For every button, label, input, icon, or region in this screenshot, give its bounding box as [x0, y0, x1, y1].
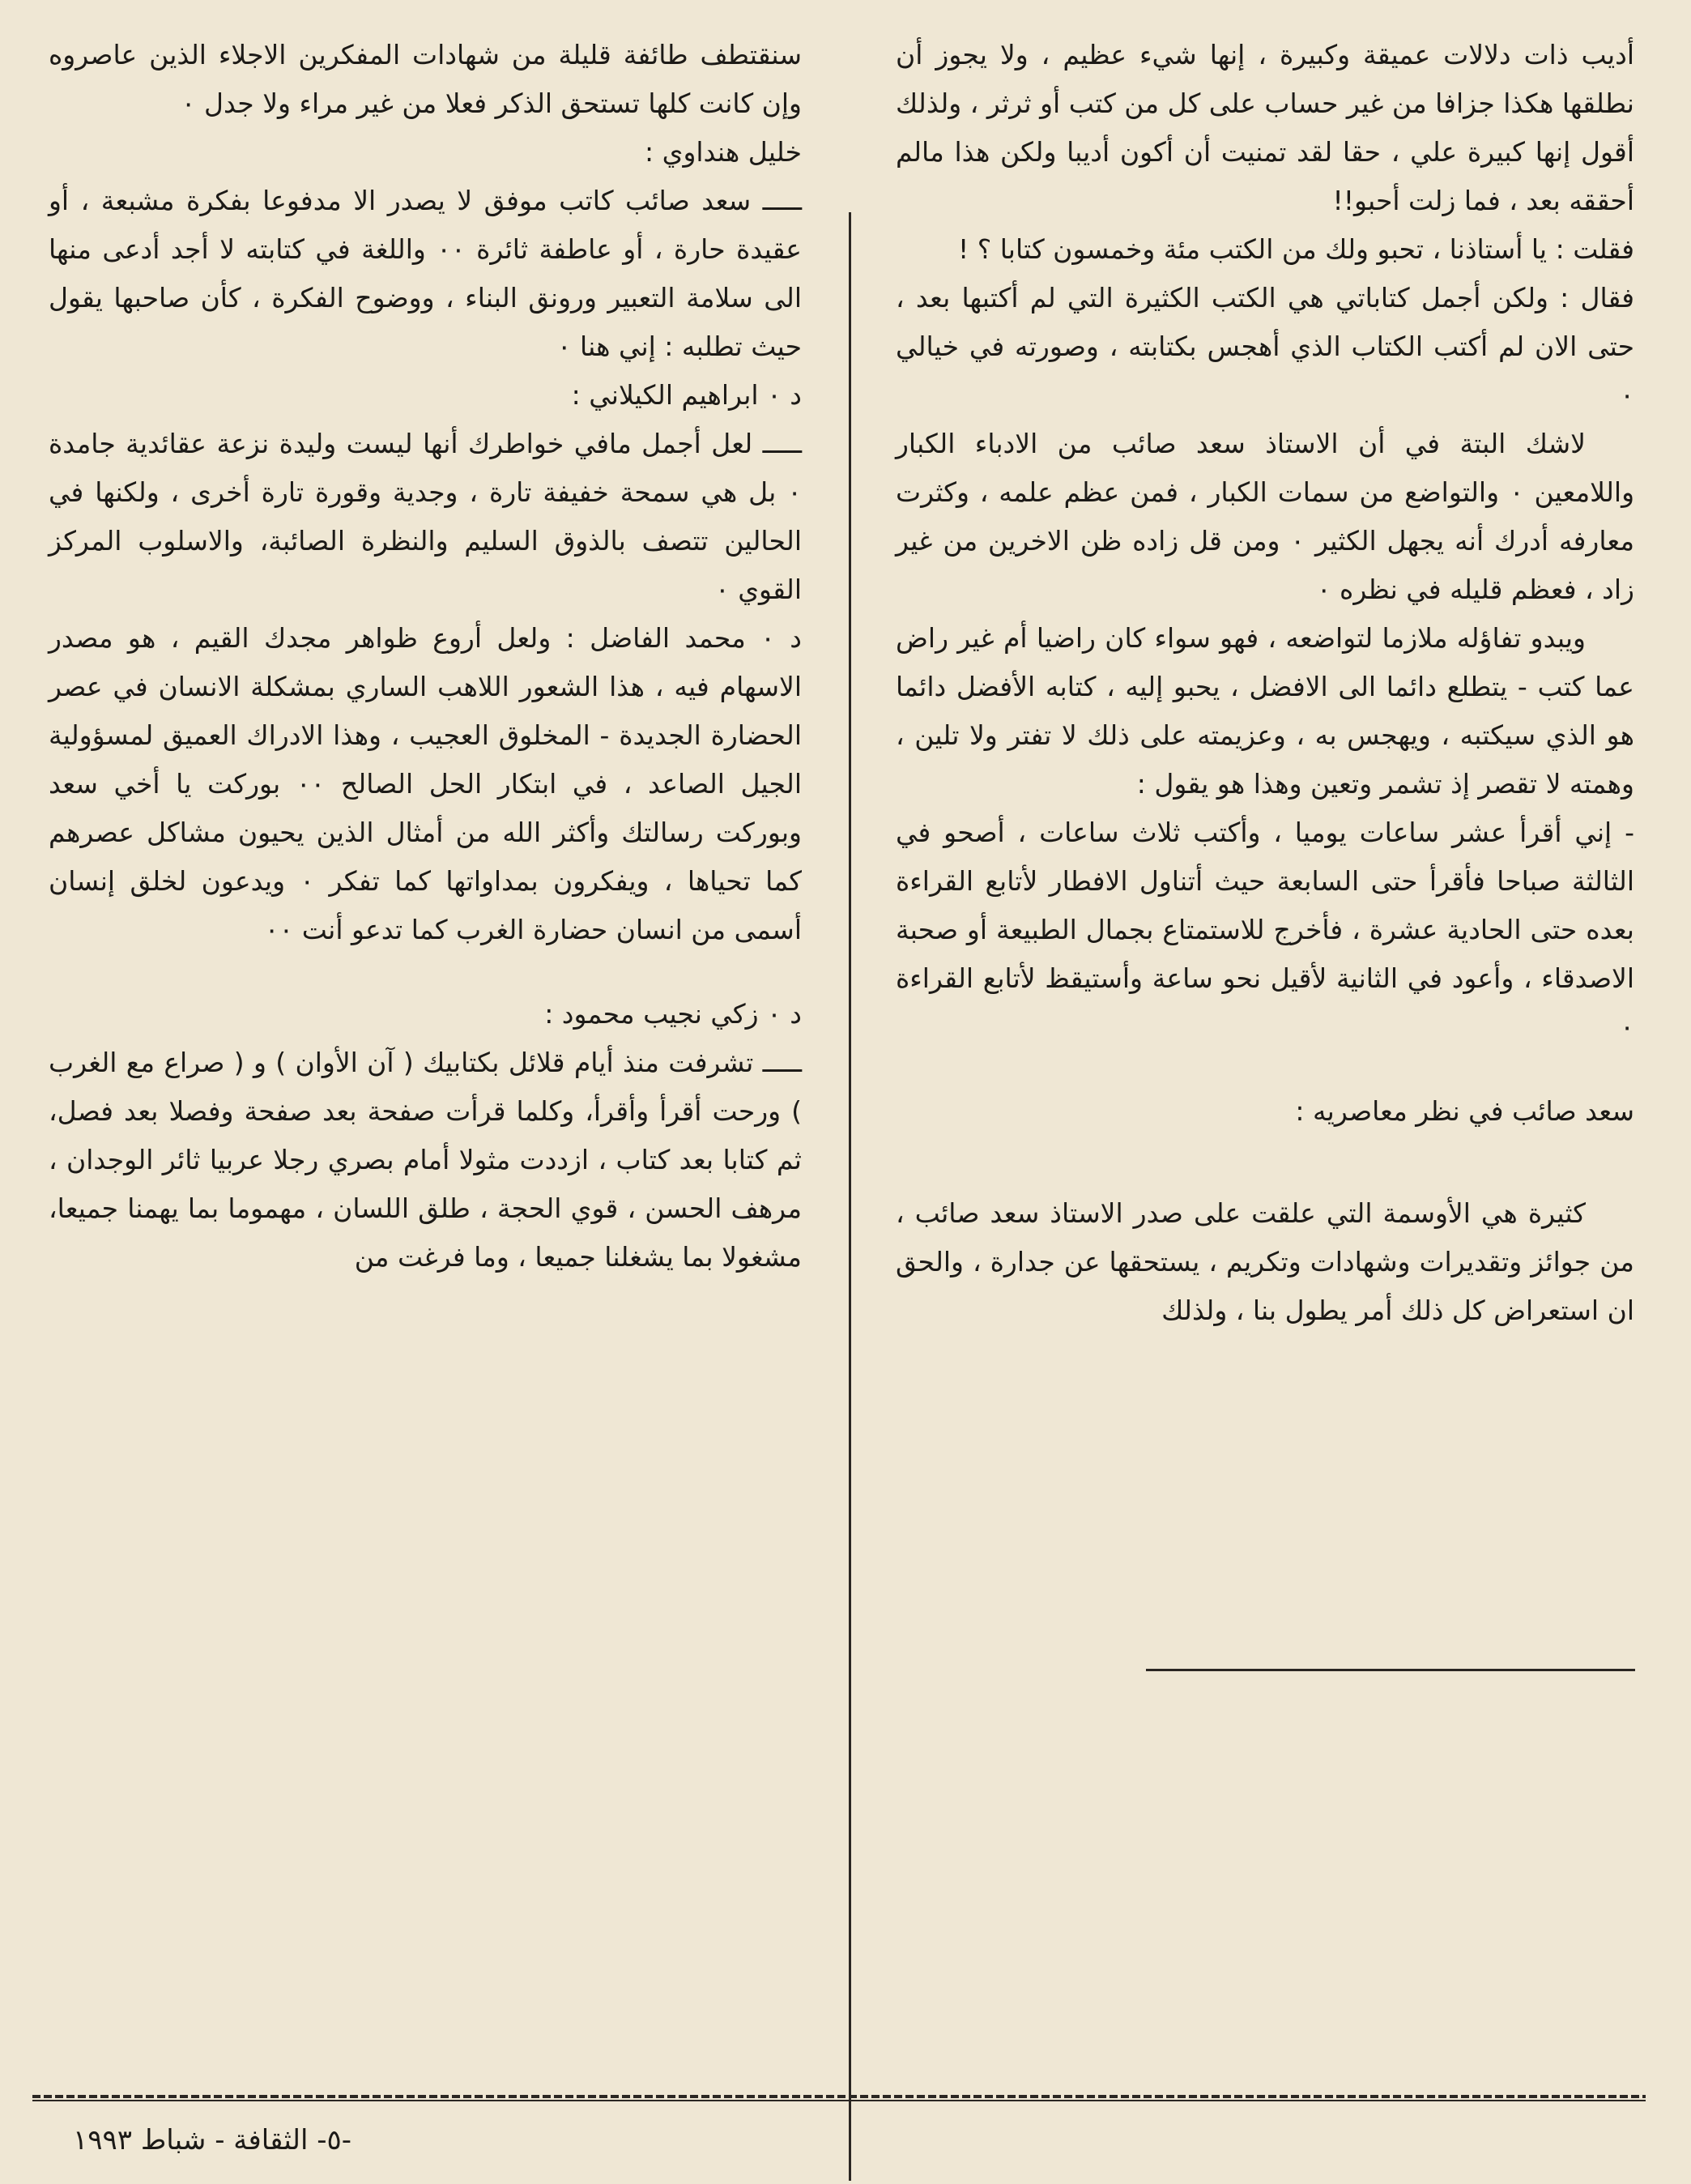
section-rule: [1146, 1669, 1635, 1671]
paragraph: أديب ذات دلالات عميقة وكبيرة ، إنها شيء عظيم ، ولا يجوز أن نطلقها هكذا جزافا من غير حساب على كل من كتب أو ثرثر ، ولذلك أقول إنها كبيرة علي ، حقا لقد تمنيت أن أكون أديبا ولكن هذا مالم أحققه بعد ، فما زلت أحبو!!: [896, 39, 1634, 216]
quote: ـــــ سعد صائب كاتب موفق لا يصدر الا مدفوعا بفكرة مشبعة ، أو عقيدة حارة ، أو عاطفة ثائرة ٠٠ واللغة في كتابته لا أجد أدعى منها الى سلامة التعبير ورونق البناء ، ووضوح الفكرة ، كأن صاحبها يقول حيث تطلبه : إني هنا ٠: [49, 185, 802, 362]
paragraph: لاشك البتة في أن الاستاذ سعد صائب من الادباء الكبار واللامعين ٠ والتواضع من سمات الكبار ، فمن عظم علمه ، وكثرت معارفه أدرك أنه يجهل الكثير ٠ ومن قل زاده ظن الاخرين من غير زاد ، فعظم قليله في نظره ٠: [896, 428, 1634, 605]
footer-rule: [32, 2095, 1646, 2098]
author-heading: د ٠ زكي نجيب محمود :: [544, 998, 802, 1030]
quote: د ٠ محمد الفاضل : ولعل أروع ظواهر مجدك القيم ، هو مصدر الاسهام فيه ، هذا الشعور اللاهب الساري بمشكلة الانسان في عصر الحضارة الجديدة - المخلوق العجيب ، وهذا الادراك العميق لمسؤولية الجيل الصاعد ، في ابتكار الحل الصالح ٠٠ بوركت يا أخي سعد وبوركت رسالتك وأكثر الله من أمثال الذين يحيون مشاكل عصرهم كما تحياها ، ويفكرون بمداواتها كما تفكر ٠ ويدعون لخلق إنسان أسمى من انسان حضارة الغرب كما تدعو أنت ٠٠: [49, 622, 802, 945]
author-heading: خليل هنداوي :: [645, 136, 802, 168]
paragraph: فقال : ولكن أجمل كتاباتي هي الكتب الكثيرة التي لم أكتبها بعد ، حتى الان لم أكتب الكتاب الذي أهجس بكتابته ، وصورته في خيالي ٠: [896, 282, 1634, 411]
author-heading: د ٠ ابراهيم الكيلاني :: [571, 379, 802, 411]
left-column: [49, 31, 802, 1282]
footer-rule-line: [32, 2100, 1646, 2101]
section-heading: سعد صائب في نظر معاصريه :: [1295, 1095, 1634, 1127]
right-column: [896, 31, 1634, 1335]
paragraph: كثيرة هي الأوسمة التي علقت على صدر الاستاذ سعد صائب ، من جوائز وتقديرات وشهادات وتكريم ، يستحقها عن جدارة ، والحق ان استعراض كل ذلك أمر يطول بنا ، ولذلك: [896, 1197, 1634, 1326]
paragraph: فقلت : يا أستاذنا ، تحبو ولك من الكتب مئة وخمسون كتابا ؟ !: [957, 233, 1634, 265]
column-divider: [849, 212, 851, 2181]
quote: ـــــ تشرفت منذ أيام قلائل بكتابيك ( آن الأوان ) و ( صراع مع الغرب ) ورحت أقرأ وأقرأ، وكلما قرأت صفحة بعد صفحة وفصلا بعد فصل، ثم كتابا بعد كتاب ، ازددت مثولا أمام بصري رجلا عربيا ثائر الوجدان ، مرهف الحسن ، قوي الحجة ، طلق اللسان ، مهموما بما يهمنا جميعا، مشغولا بما يشغلنا جميعا ، وما فرغت من: [49, 1047, 802, 1273]
paragraph: - إني أقرأ عشر ساعات يوميا ، وأكتب ثلاث ساعات ، أصحو في الثالثة صباحا فأقرأ حتى السابعة حيث أتناول الافطار لأتابع القراءة بعده حتى الحادية عشرة ، فأخرج للاستمتاع بجمال الطبيعة أو صحبة الاصدقاء ، وأعود في الثانية لأقيل نحو ساعة وأستيقظ لأتابع القراءة ٠: [896, 817, 1634, 1043]
paragraph: ويبدو تفاؤله ملازما لتواضعه ، فهو سواء كان راضيا أم غير راض عما كتب - يتطلع دائما الى الافضل ، يحبو إليه ، كتابه الأفضل دائما هو الذي سيكتبه ، ويهجس به ، وعزيمته على ذلك لا تفتر ولا تلين ، وهمته لا تقصر إذ تشمر وتعين وهذا هو يقول :: [896, 622, 1634, 800]
page-footer: -٥- الثقافة - شباط ١٩٩٣: [73, 2124, 352, 2156]
paragraph: سنقتطف طائفة قليلة من شهادات المفكرين الاجلاء الذين عاصروه وإن كانت كلها تستحق الذكر فعلا من غير مراء ولا جدل ٠: [49, 39, 802, 119]
quote: ـــــ لعل أجمل مافي خواطرك أنها ليست وليدة نزعة عقائدية جامدة ٠ بل هي سمحة خفيفة تارة ، وجدية وقورة تارة أخرى ، ولكنها في الحالين تتصف بالذوق السليم والنظرة الصائبة، والاسلوب المركز القوي ٠: [49, 428, 802, 605]
